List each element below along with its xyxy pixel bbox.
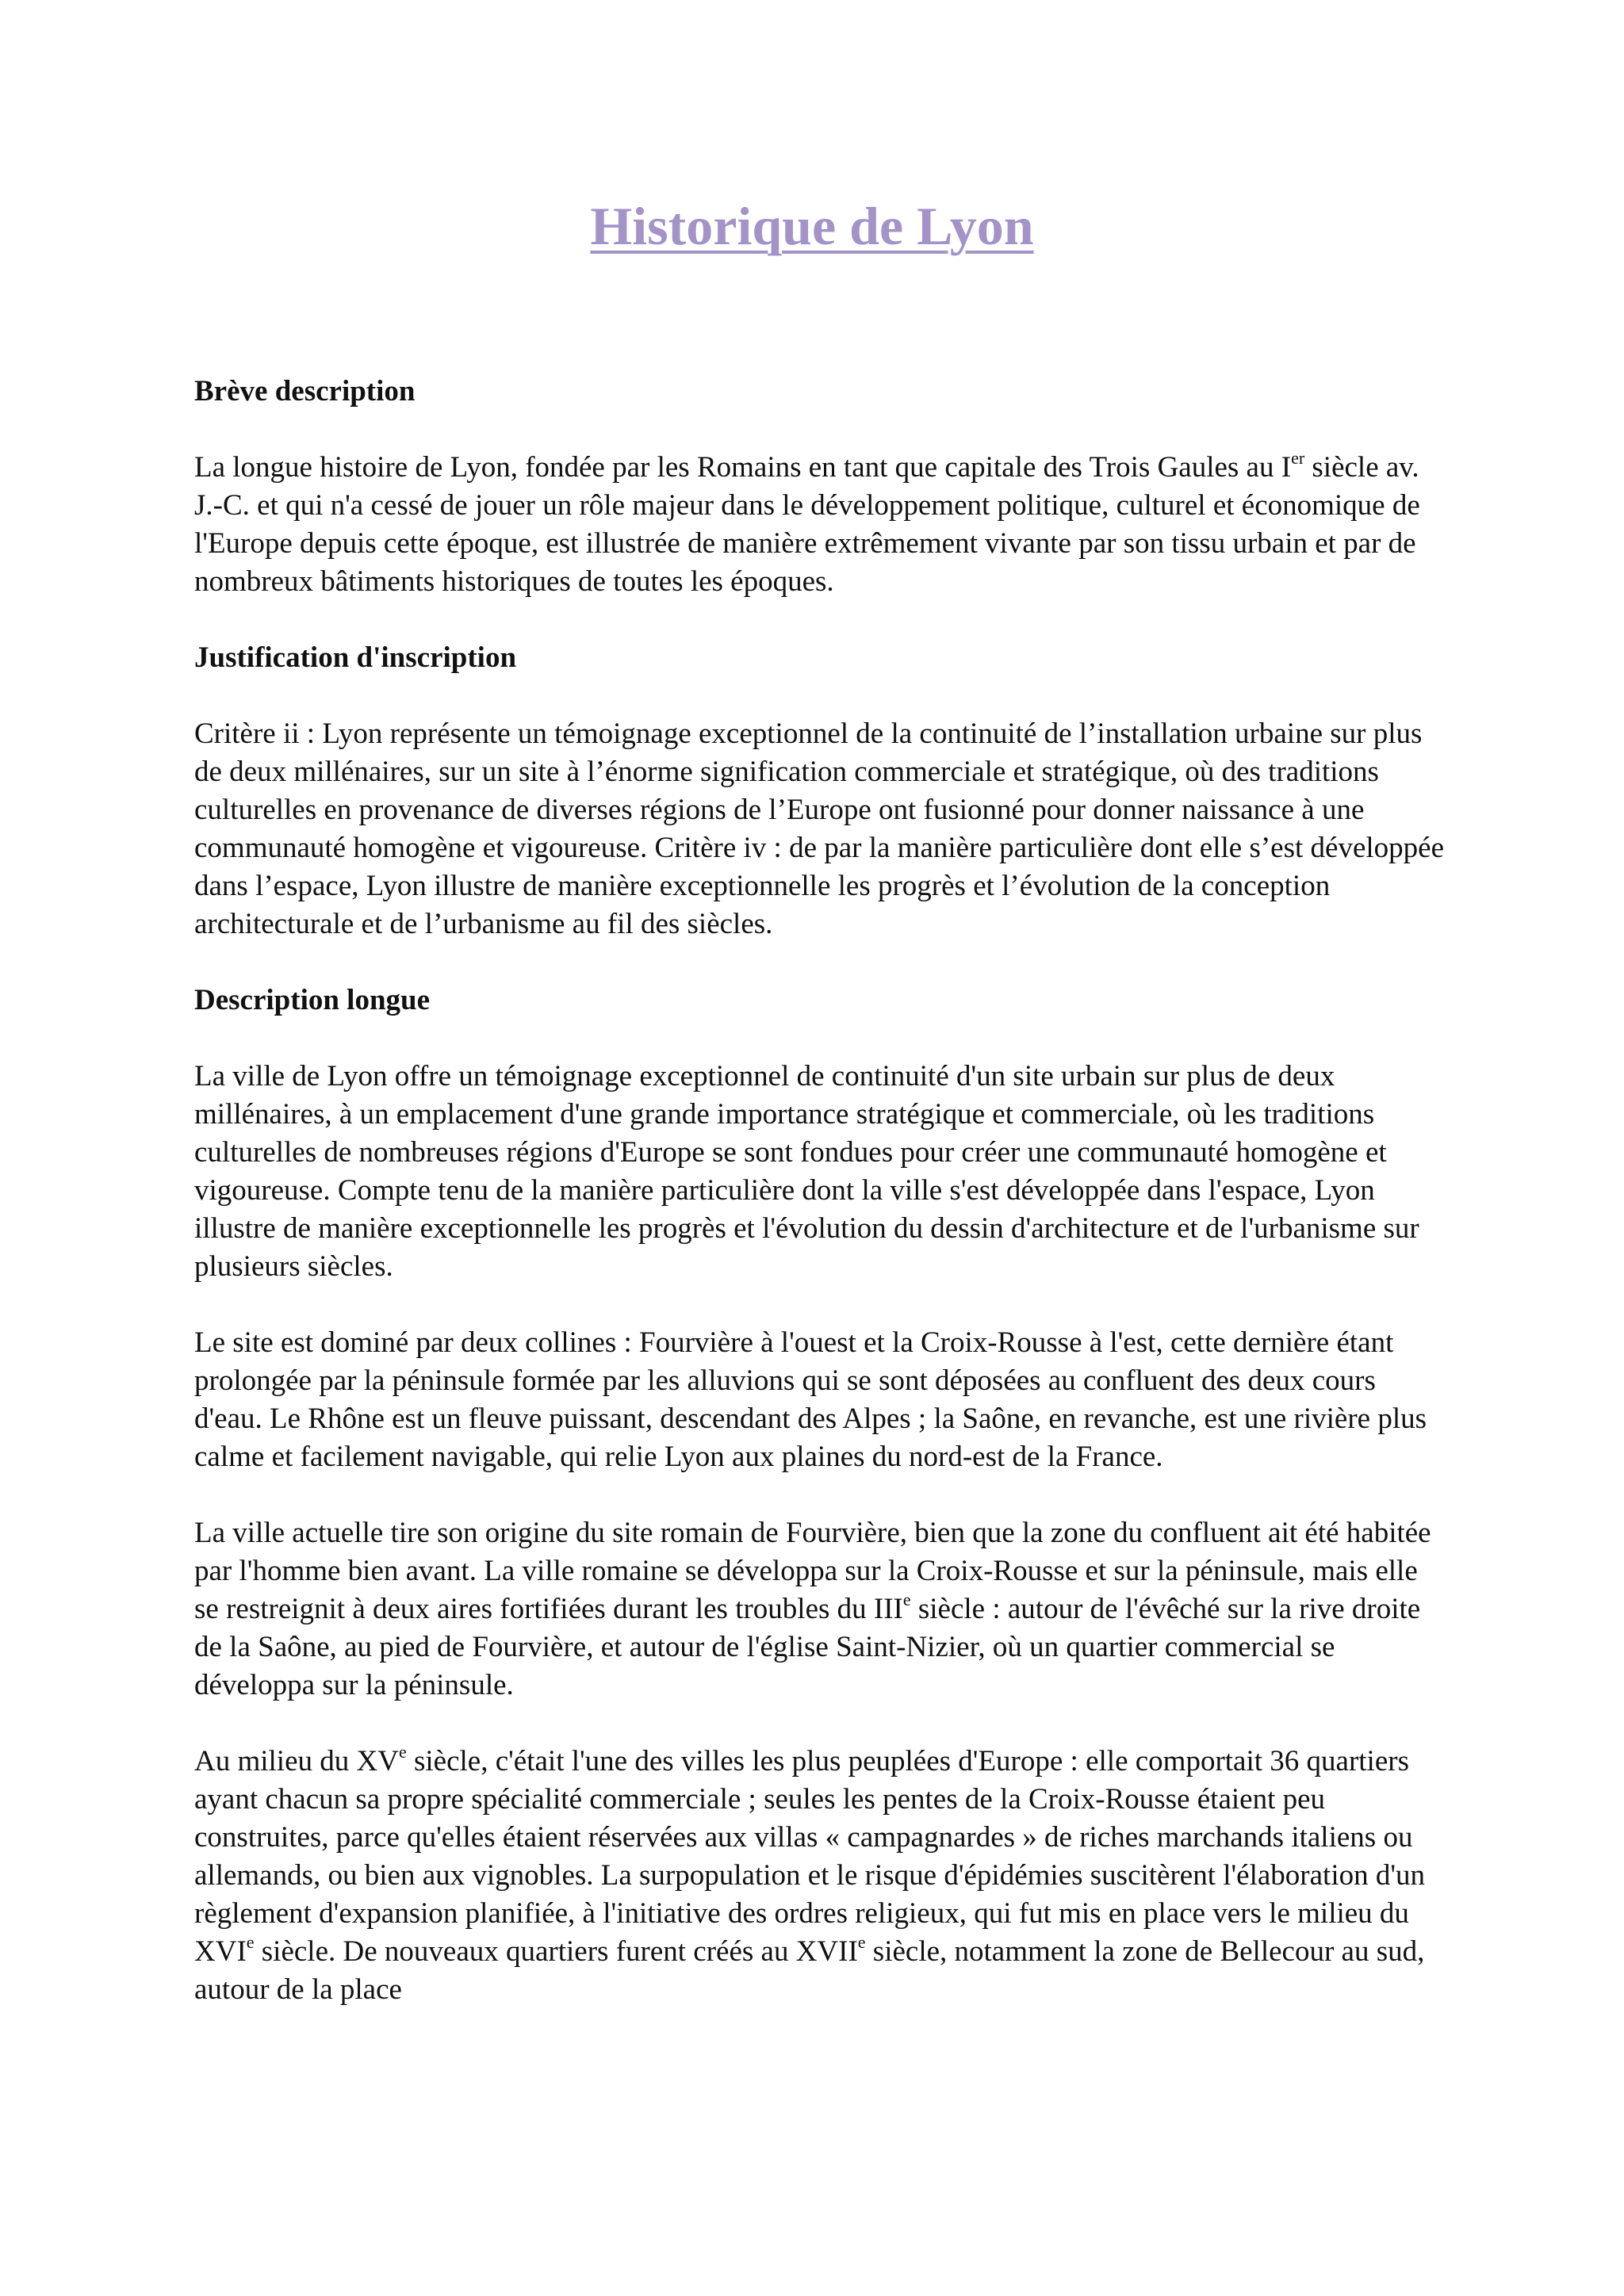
- paragraph-longue-1: La ville de Lyon offre un témoignage exceptionnel de continuité d'un site urbain sur plus de deux millénaires, à un emplacement d'une grande importance stratégique et commerciale, où les traditions culturelles de nombreuses régions d'Europe se sont fondues pour créer une communauté homogène et vigoureuse. Compte tenu de la manière particulière dont la ville s'est développée dans l'espace, Lyon illustre de manière exceptionnelle les progrès et l'évolution du dessin d'architecture et de l'urbanisme sur plusieurs siècles.: [194, 1060, 1419, 1283]
- document-body: [194, 373, 1447, 2047]
- paragraph-text: siècle. De nouveaux quartiers furent créés au XVII: [254, 1935, 858, 1968]
- superscript: e: [246, 1932, 255, 1952]
- paragraph-justification: Critère ii : Lyon représente un témoignage exceptionnel de la continuité de l’installation urbaine sur plus de deux millénaires, sur un site à l’énorme signification commerciale et stratégique, où des traditions culturelles en provenance de diverses régions de l’Europe ont fusionné pour donner naissance à une communauté homogène et vigoureuse. Critère iv : de par la manière particulière dont elle s’est développée dans l’espace, Lyon illustre de manière exceptionnelle les progrès et l’évolution de la conception architecturale et de l’urbanisme au fil des siècles.: [194, 718, 1445, 940]
- section-heading-justification: Justification d'inscription: [194, 641, 517, 674]
- superscript: e: [902, 1590, 911, 1609]
- section-heading-breve-description: Brève description: [194, 375, 416, 408]
- superscript: e: [398, 1742, 407, 1762]
- paragraph-text: siècle, notamment la zone de Bellecour au sud, autour de la place: [194, 1935, 1425, 2006]
- paragraph-text: siècle av. J.-C. et qui n'a cessé de jouer un rôle majeur dans le développement politique, culturel et économique de l'Europe depuis cette époque, est illustrée de manière extrêmement vivante par son tissu urbain et par de nombreux bâtiments historiques de toutes les époques.: [194, 451, 1420, 598]
- page-title[interactable]: Historique de Lyon: [590, 196, 1034, 256]
- paragraph-longue-4: [194, 1743, 1447, 2009]
- superscript: er: [1291, 448, 1305, 468]
- paragraph-text: La ville actuelle tire son origine du site romain de Fourvière, bien que la zone du confluent ait été habitée par l'homme bien avant. La ville romaine se développa sur la Croix-Rousse et sur la péninsule, mais elle se restreignit à deux aires fortifiées durant les troubles du III: [194, 1517, 1431, 1625]
- paragraph-text: La longue histoire de Lyon, fondée par les Romains en tant que capitale des Trois Gaules au I: [194, 451, 1292, 484]
- paragraph-longue-2: Le site est dominé par deux collines : Fourvière à l'ouest et la Croix-Rousse à l'est, cette dernière étant prolongée par la péninsule formée par les alluvions qui se sont déposées au confluent des deux cours d'eau. Le Rhône est un fleuve puissant, descendant des Alpes ; la Saône, en revanche, est une rivière plus calme et facilement navigable, qui relie Lyon aux plaines du nord-est de la France.: [194, 1326, 1427, 1473]
- superscript: e: [857, 1932, 866, 1952]
- paragraph-text: siècle : autour de l'évêché sur la rive droite de la Saône, au pied de Fourvière, et autour de l'église Saint-Nizier, où un quartier commercial se développa sur la péninsule.: [194, 1593, 1421, 1701]
- paragraph-text: Au milieu du XV: [194, 1745, 399, 1777]
- paragraph-longue-3: [194, 1514, 1447, 1705]
- paragraph-text: siècle, c'était l'une des villes les plus peuplées d'Europe : elle comportait 36 quartiers ayant chacun sa propre spécialité commerciale ; seules les pentes de la Croix-Rousse étaient peu construites, parce qu'elles étaient réservées aux villas « campagnardes » de riches marchands italiens ou allemands, ou bien aux vignobles. La surpopulation et le risque d'épidémies suscitèrent l'élaboration d'un règlement d'expansion planifiée, à l'initiative des ordres religieux, qui fut mis en place vers le milieu du XVI: [194, 1745, 1426, 1968]
- paragraph-breve-description: [194, 449, 1447, 601]
- section-heading-description-longue: Description longue: [194, 984, 431, 1016]
